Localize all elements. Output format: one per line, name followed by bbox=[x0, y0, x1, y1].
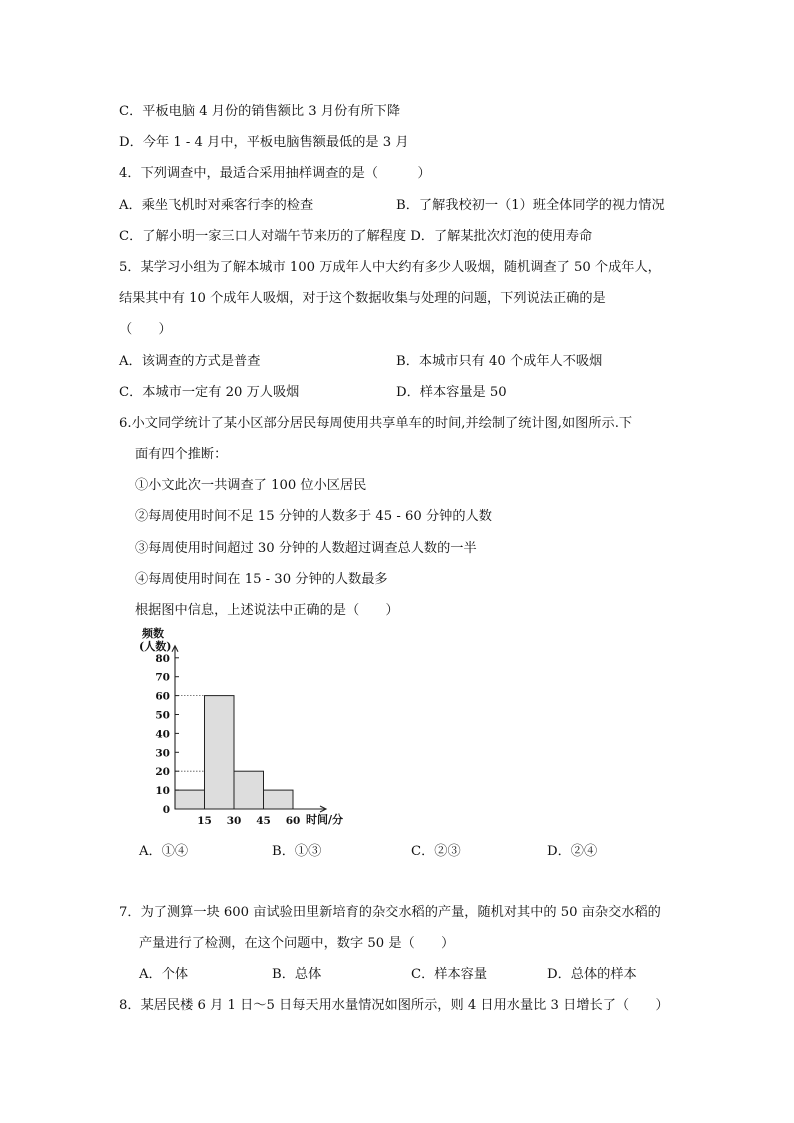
y-tick-label: 80 bbox=[155, 652, 170, 665]
q4-stem: 4．下列调查中，最适合采用抽样调查的是（ ） bbox=[119, 166, 431, 181]
x-tick-label: 15 bbox=[197, 815, 212, 827]
y-tick-label: 70 bbox=[155, 671, 170, 684]
q6-stem-line2: 面有四个推断： bbox=[135, 447, 228, 462]
q6-statement-3: ③每周使用时间超过 30 分钟的人数超过调查总人数的一半 bbox=[135, 541, 477, 556]
y-axis-label-line1: 频数 bbox=[142, 627, 164, 640]
q6-stem-line1: 6.小文同学统计了某小区部分居民每周使用共享单车的时间,并绘制了统计图,如图所示.下 bbox=[119, 416, 633, 431]
x-tick-label: 45 bbox=[256, 815, 271, 827]
q7-option-c: C．样本容量 bbox=[411, 967, 488, 982]
q4-option-b: B．了解我校初一（1）班全体同学的视力情况 bbox=[396, 198, 665, 213]
y-tick-label: 50 bbox=[155, 709, 170, 722]
q5-stem-line1: 5．某学习小组为了解本城市 100 万成年人中大约有多少人吸烟，随机调查了 50 个成年人， bbox=[119, 260, 661, 275]
histogram-bar bbox=[205, 696, 235, 809]
q6-statement-1: ①小文此次一共调查了 100 位小区居民 bbox=[135, 478, 367, 493]
q6-statement-2: ②每周使用时间不足 15 分钟的人数多于 45 - 60 分钟的人数 bbox=[135, 509, 492, 524]
y-tick-label: 20 bbox=[155, 766, 170, 779]
frequency-histogram bbox=[128, 622, 368, 832]
histogram-bar bbox=[234, 771, 264, 809]
q5-option-d: D．样本容量是 50 bbox=[396, 385, 507, 400]
histogram-bar bbox=[175, 790, 205, 809]
q4-option-a: A．乘坐飞机时对乘客行李的检查 bbox=[119, 198, 314, 213]
y-tick-label: 10 bbox=[155, 785, 170, 798]
q6-statement-4: ④每周使用时间在 15 - 30 分钟的人数最多 bbox=[135, 572, 388, 587]
q7-stem-line2: 产量进行了检测，在这个问题中，数字 50 是（ ） bbox=[139, 936, 455, 951]
histogram-bar bbox=[264, 790, 294, 809]
q6-question: 根据图中信息，上述说法中正确的是（ ） bbox=[135, 603, 399, 618]
q6-option-b: B．①③ bbox=[272, 844, 322, 859]
q5-stem-line2: 结果其中有 10 个成年人吸烟，对于这个数据收集与处理的问题，下列说法正确的是 bbox=[119, 291, 606, 306]
y-axis-label-line2: (人数) bbox=[139, 640, 172, 653]
q7-option-b: B．总体 bbox=[272, 967, 322, 982]
y-tick-label: 0 bbox=[162, 804, 170, 816]
q5-option-c: C．本城市一定有 20 万人吸烟 bbox=[119, 385, 300, 400]
q5-option-a: A．该调查的方式是普查 bbox=[119, 354, 261, 369]
q4-option-cd: C．了解小明一家三口人对端午节来历的了解程度 D．了解某批次灯泡的使用寿命 bbox=[119, 229, 593, 244]
q3-option-c: C．平板电脑 4 月份的销售额比 3 月份有所下降 bbox=[119, 104, 401, 119]
q8-stem: 8．某居民楼 6 月 1 日～5 日每天用水量情况如图所示，则 4 日用水量比 3 日增长了（ ） bbox=[119, 998, 669, 1013]
q6-option-c: C．②③ bbox=[411, 844, 461, 859]
q3-option-d: D．今年 1 - 4 月中，平板电脑售额最低的是 3 月 bbox=[119, 135, 409, 150]
x-tick-label: 60 bbox=[285, 815, 301, 827]
y-tick-label: 40 bbox=[155, 728, 170, 741]
q7-option-d: D．总体的样本 bbox=[547, 967, 637, 982]
x-axis-label: 时间/分 bbox=[306, 813, 344, 826]
y-tick-label: 60 bbox=[155, 690, 170, 703]
y-tick-label: 30 bbox=[155, 747, 170, 760]
q7-stem-line1: 7．为了测算一块 600 亩试验田里新培育的杂交水稻的产量，随机对其中的 50 亩杂交水稻的 bbox=[119, 905, 661, 920]
q5-stem-line3: （ ） bbox=[119, 322, 172, 337]
q7-option-a: A．个体 bbox=[139, 967, 189, 982]
x-tick-label: 30 bbox=[226, 815, 242, 827]
q6-option-d: D．②④ bbox=[547, 844, 598, 859]
q6-option-a: A．①④ bbox=[139, 844, 189, 859]
q5-option-b: B．本城市只有 40 个成年人不吸烟 bbox=[396, 354, 603, 369]
